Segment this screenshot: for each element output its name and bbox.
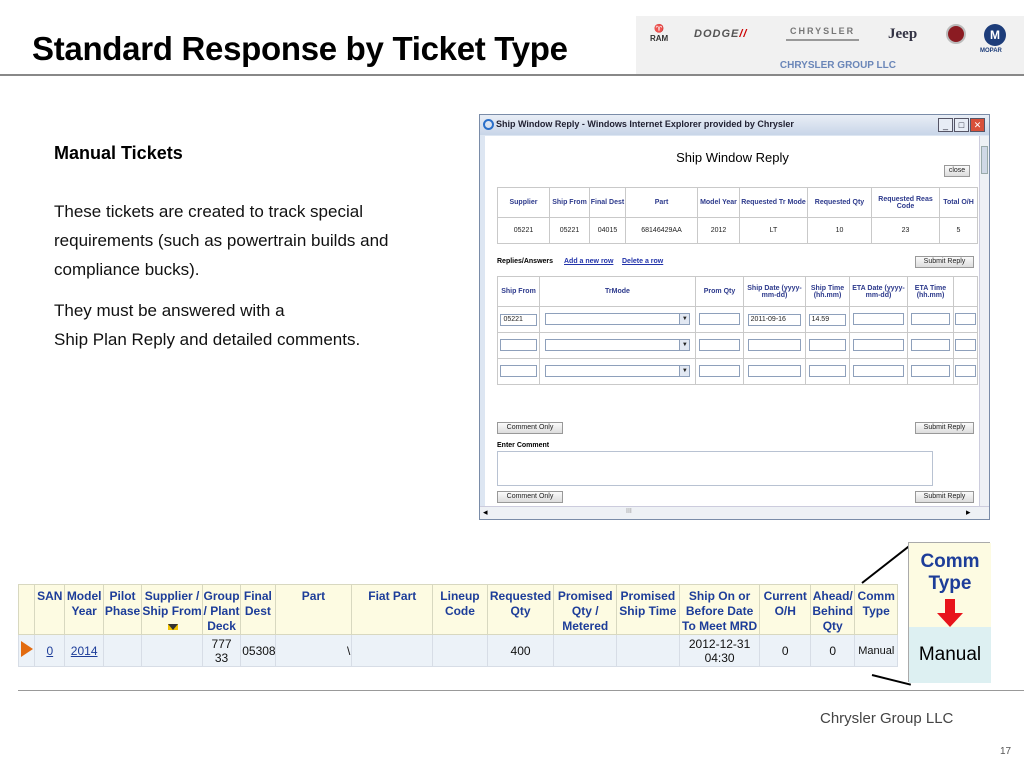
supplier-header-requested-tr-mode: Requested Tr Mode (740, 188, 808, 218)
ticket-header-label: Pilot Phase (104, 589, 141, 618)
supplier-cell: 2012 (698, 218, 740, 244)
comm-type-cell: Manual (855, 635, 898, 667)
part-cell: \ (275, 635, 352, 667)
supplier-cell: 05221 (550, 218, 590, 244)
supplier-header-ship-from: Ship From (550, 188, 590, 218)
trmode-select[interactable] (545, 313, 691, 325)
eta-time-input[interactable] (911, 339, 951, 351)
fiat-logo-icon (946, 24, 966, 44)
slide-title: Standard Response by Ticket Type (32, 30, 568, 67)
ticket-header-supplier-ship-from[interactable] (142, 585, 203, 635)
callout-value: Manual (909, 627, 991, 683)
trmode-select[interactable] (545, 365, 691, 377)
reply-header-eta-time-hh-mm: ETA Time (hh.mm) (908, 277, 954, 307)
prom-qty-input[interactable] (699, 313, 740, 325)
horizontal-scrollbar[interactable] (480, 506, 989, 519)
body-paragraph-2-line-1: They must be answered with a (54, 301, 285, 320)
body-paragraph-2-line-2: Ship Plan Reply and detailed comments. (54, 330, 361, 349)
ticket-header-label: Promised Qty / Metered (557, 589, 613, 633)
page-number: 17 (1000, 746, 1012, 757)
reply-row (498, 333, 978, 359)
ticket-header-label: SAN (37, 589, 63, 603)
ticket-header-label: Ahead/ Behind Qty (812, 589, 854, 633)
reply-header-prom-qty: Prom Qty (696, 277, 744, 307)
chevron-down-icon: ▼ (679, 314, 689, 324)
ship-time-input[interactable] (809, 339, 847, 351)
ram-logo: ♈ RAM (650, 24, 669, 43)
submit-reply-button-3[interactable]: Submit Reply (915, 491, 974, 503)
eta-date-input[interactable] (853, 365, 903, 377)
ticket-header-label: Supplier / Ship From (142, 589, 202, 618)
ticket-header-label: Lineup Code (440, 589, 480, 618)
ticket-header-pilot-phase[interactable] (103, 585, 141, 635)
add-row-link[interactable]: Add a new row (564, 258, 614, 265)
ticket-header-label: Final Dest (243, 589, 272, 618)
mopar-label: MOPAR (980, 48, 1002, 54)
window-titlebar (480, 115, 989, 135)
sort-filter-icon[interactable] (168, 624, 178, 630)
extra-input[interactable] (955, 365, 975, 377)
supplier-cell: 23 (872, 218, 940, 244)
ticket-header-group-plant-deck[interactable] (202, 585, 240, 635)
company-name-top: CHRYSLER GROUP LLC (779, 60, 896, 71)
comment-only-button-2[interactable]: Comment Only (497, 491, 563, 503)
mopar-logo-icon: M (984, 24, 1006, 46)
ticket-header-ship-on-or-before-date-to-meet-mrd[interactable] (679, 585, 760, 635)
chevron-down-icon: ▼ (679, 366, 689, 376)
ticket-header-label: Group / Plant Deck (203, 589, 240, 633)
submit-reply-button[interactable]: Submit Reply (915, 256, 974, 268)
chevron-down-icon: ▼ (679, 340, 689, 350)
reply-header-trmode: TrMode (540, 277, 696, 307)
ticket-header-promised-ship-time[interactable] (617, 585, 680, 635)
ticket-header-model-year[interactable] (65, 585, 103, 635)
supplier-cell: 10 (808, 218, 872, 244)
ship-time-input[interactable] (809, 365, 847, 377)
supplier-cell (142, 635, 203, 667)
ticket-header-label: Part (301, 589, 326, 603)
window-close-button[interactable]: ✕ (970, 118, 985, 132)
page-heading: Ship Window Reply (676, 150, 789, 165)
ship-date-input[interactable]: 2011-09-16 (748, 314, 802, 326)
reply-row (498, 359, 978, 385)
delete-row-link[interactable]: Delete a row (622, 258, 664, 265)
eta-time-input[interactable] (911, 365, 951, 377)
ticket-header-label: Comm Type (857, 589, 895, 618)
ticket-header-requested-qty[interactable] (487, 585, 554, 635)
submit-reply-button-2[interactable]: Submit Reply (915, 422, 974, 434)
body-paragraph-1: These tickets are created to track special requirements (such as powertrain builds and compliance bucks). (54, 202, 389, 279)
replies-label: Replies/Answers (497, 258, 554, 265)
callout-header-text: Comm Type (920, 551, 980, 594)
comm-type-callout (908, 542, 990, 682)
ship-from-input[interactable] (500, 365, 536, 377)
callout-connector-bottom (872, 674, 911, 686)
ship-from-input[interactable]: 05221 (500, 314, 536, 326)
promised-qty-cell (554, 635, 617, 667)
current-oh-cell: 0 (760, 635, 811, 667)
ship-on-before-cell: 2012-12-31 04:30 (679, 635, 760, 667)
ship-time-input[interactable]: 14.59 (809, 314, 847, 326)
ticket-header-comm-type[interactable] (855, 585, 898, 635)
ticket-grid (18, 584, 908, 666)
reply-header-extra (954, 277, 978, 307)
supplier-cell: 68146429AA (626, 218, 698, 244)
ticket-header-label: Fiat Part (368, 589, 417, 603)
reply-table (497, 276, 978, 385)
eta-date-input[interactable] (853, 339, 903, 351)
san-link[interactable]: 0 (46, 643, 54, 658)
vertical-scrollbar[interactable] (979, 136, 989, 506)
extra-input[interactable] (955, 313, 975, 325)
supplier-header-total-o-h: Total O/H (940, 188, 978, 218)
ticket-header-label: Ship On or Before Date To Meet MRD (682, 589, 758, 633)
ticket-table (18, 584, 898, 667)
callout-connector-top (861, 543, 913, 584)
ahead-behind-cell: 0 (811, 635, 855, 667)
section-heading: Manual Tickets (54, 143, 183, 163)
ship-date-input[interactable] (748, 365, 802, 377)
reply-header-ship-date-yyyy-mm-dd: Ship Date (yyyy-mm-dd) (744, 277, 806, 307)
enter-comment-label: Enter Comment (497, 442, 550, 449)
row-indicator-header (19, 585, 35, 635)
scroll-grip: III (626, 508, 632, 515)
browser-window (479, 114, 990, 520)
supplier-cell: 05221 (498, 218, 550, 244)
supplier-header-model-year: Model Year (698, 188, 740, 218)
ship-date-input[interactable] (748, 339, 802, 351)
arrow-down-icon (937, 613, 963, 627)
extra-input[interactable] (955, 339, 975, 351)
eta-date-input[interactable] (853, 313, 903, 325)
supplier-cell: 5 (940, 218, 978, 244)
reply-row (498, 307, 978, 333)
minimize-button[interactable]: _ (938, 118, 953, 132)
model-year-link[interactable]: 2014 (70, 643, 98, 658)
ie-icon (483, 119, 494, 130)
scroll-right-icon[interactable]: ▸ (966, 507, 971, 517)
prom-qty-input[interactable] (699, 365, 740, 377)
ticket-header-label: Requested Qty (489, 589, 552, 618)
browser-content (485, 136, 980, 506)
comment-only-button[interactable]: Comment Only (497, 422, 563, 434)
lineup-code-cell (433, 635, 488, 667)
reply-header-eta-date-yyyy-mm-dd: ETA Date (yyyy-mm-dd) (850, 277, 908, 307)
ticket-header-san[interactable] (35, 585, 65, 635)
scroll-thumb[interactable] (981, 146, 988, 174)
dodge-logo: DODGE// (694, 28, 748, 40)
ticket-header-final-dest[interactable] (241, 585, 275, 635)
fiat-part-cell (352, 635, 433, 667)
ticket-header-label: Promised Ship Time (619, 589, 677, 618)
ticket-header-current-o-h[interactable] (760, 585, 811, 635)
ticket-header-lineup-code[interactable] (433, 585, 488, 635)
row-pointer-icon (21, 641, 33, 657)
reply-header-ship-time-hh-mm: Ship Time (hh.mm) (806, 277, 850, 307)
window-title: Ship Window Reply - Windows Internet Explorer provided by Chrysler (496, 119, 794, 129)
ship-from-input[interactable] (500, 339, 536, 351)
prom-qty-input[interactable] (699, 339, 740, 351)
scroll-left-icon[interactable]: ◂ (483, 507, 488, 517)
ticket-header-ahead-behind-qty[interactable] (811, 585, 855, 635)
brand-logo-strip (636, 16, 1024, 74)
supplier-header-final-dest: Final Dest (590, 188, 626, 218)
supplier-header-part: Part (626, 188, 698, 218)
body-paragraph-2 (54, 296, 434, 354)
requested-qty-cell: 400 (487, 635, 554, 667)
pilot-phase-cell (103, 635, 141, 667)
ticket-row[interactable] (19, 635, 898, 667)
footer-divider (18, 690, 1024, 691)
reply-header-ship-from: Ship From (498, 277, 540, 307)
supplier-table (497, 187, 978, 244)
ticket-header-part[interactable] (275, 585, 352, 635)
close-button[interactable]: close (944, 165, 970, 177)
supplier-cell: 04015 (590, 218, 626, 244)
title-divider (0, 74, 1024, 76)
ticket-header-promised-qty-metered[interactable] (554, 585, 617, 635)
ticket-header-label: Model Year (66, 589, 102, 618)
maximize-button[interactable]: □ (954, 118, 969, 132)
comment-textarea[interactable] (497, 451, 933, 486)
group-plant-deck-cell: 777 33 (202, 635, 240, 667)
eta-time-input[interactable] (911, 313, 951, 325)
chrysler-logo: CHRYSLER (786, 26, 859, 41)
ticket-header-label: Current O/H (763, 589, 807, 618)
final-dest-cell: 05308 (241, 635, 275, 667)
supplier-header-requested-reas-code: Requested Reas Code (872, 188, 940, 218)
jeep-logo: Jeep (888, 26, 918, 42)
footer-brand: Chrysler Group LLC (820, 710, 954, 727)
trmode-select[interactable] (545, 339, 691, 351)
supplier-header-supplier: Supplier (498, 188, 550, 218)
ticket-header-fiat-part[interactable] (352, 585, 433, 635)
supplier-cell: LT (740, 218, 808, 244)
supplier-header-requested-qty: Requested Qty (808, 188, 872, 218)
promised-ship-time-cell (617, 635, 680, 667)
